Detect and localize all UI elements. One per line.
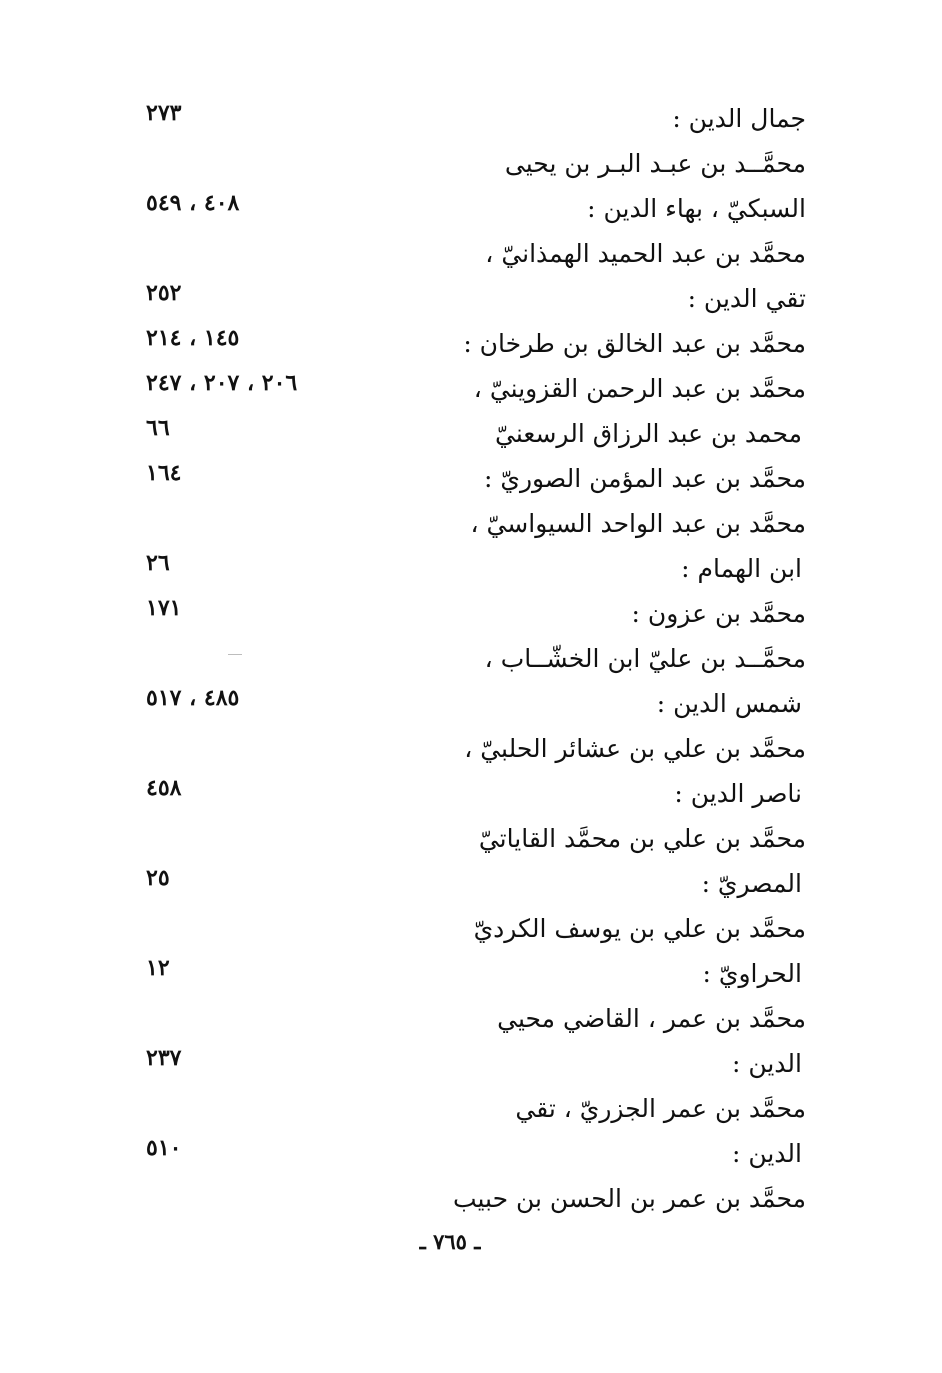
- entry-page-refs: ٢٥٢: [146, 280, 182, 306]
- entry-page-refs: ٢٠٦ ، ٢٠٧ ، ٢٤٧: [146, 370, 298, 396]
- index-entry: [0, 1086, 942, 1131]
- index-entry: [0, 861, 942, 906]
- index-entry: [0, 276, 942, 321]
- index-entry: [0, 906, 942, 951]
- index-entry-list: [0, 96, 942, 1221]
- index-entry: [0, 546, 942, 591]
- entry-name: المصريّ :: [701, 869, 802, 898]
- entry-page-refs: ٢٣٧: [146, 1045, 182, 1071]
- entry-name: تقي الدين :: [687, 284, 806, 313]
- entry-name: محمَّــد بن عليّ ابن الخشّــاب ،: [484, 644, 806, 673]
- entry-page-refs: ١٧١: [146, 595, 182, 621]
- entry-name: محمَّد بن علي بن يوسف الكرديّ: [473, 914, 806, 943]
- entry-name: محمَّد بن عبد الرحمن القزوينيّ ،: [473, 374, 806, 403]
- index-entry: [0, 96, 942, 141]
- index-entry: [0, 591, 942, 636]
- entry-name: محمَّد بن عمر الجزريّ ، تقي: [515, 1094, 806, 1123]
- entry-name: ناصر الدين :: [674, 779, 802, 808]
- index-entry: [0, 681, 942, 726]
- entry-name: محمَّد بن علي بن محمَّد القاياتيّ: [478, 824, 806, 853]
- entry-page-refs: ٦٦: [146, 415, 170, 441]
- entry-name: محمَّد بن عبد الحميد الهمذانيّ ،: [485, 239, 806, 268]
- entry-page-refs: ١٦٤: [146, 460, 182, 486]
- entry-page-refs: ٢٧٣: [146, 100, 182, 126]
- entry-name: محمَّد بن عبد الخالق بن طرخان :: [463, 329, 806, 358]
- index-entry: [0, 816, 942, 861]
- index-entry: [0, 1041, 942, 1086]
- entry-page-refs: ١٤٥ ، ٢١٤: [146, 325, 240, 351]
- index-entry: [0, 411, 942, 456]
- entry-name: محمَّد بن عمر بن الحسن بن حبيب: [452, 1184, 806, 1213]
- index-entry: [0, 456, 942, 501]
- entry-name: محمَّد بن عمر ، القاضي محيي: [497, 1004, 806, 1033]
- index-entry: [0, 771, 942, 816]
- index-entry: [0, 186, 942, 231]
- entry-page-refs: ٥١٠: [146, 1135, 182, 1161]
- entry-page-refs: ٤٠٨ ، ٥٤٩: [146, 190, 240, 216]
- index-entry: [0, 501, 942, 546]
- entry-name: السبكيّ ، بهاء الدين :: [587, 194, 806, 223]
- index-entry: [0, 951, 942, 996]
- index-entry: [0, 321, 942, 366]
- entry-name: محمَّد بن عبد المؤمن الصوريّ :: [484, 464, 806, 493]
- index-entry: [0, 726, 942, 771]
- entry-page-refs: ٢٦: [146, 550, 170, 576]
- entry-page-refs: ١٢: [146, 955, 170, 981]
- index-entry: [0, 1131, 942, 1176]
- entry-name: شمس الدين :: [656, 689, 802, 718]
- entry-name: محمَّــد بن عبـد البـر بن يحيى: [504, 149, 806, 178]
- entry-name: جمال الدين :: [672, 104, 806, 133]
- index-entry: [0, 1176, 942, 1221]
- entry-page-refs: ٤٨٥ ، ٥١٧: [146, 685, 240, 711]
- index-entry: [0, 636, 942, 681]
- entry-name: محمد بن عبد الرزاق الرسعنيّ: [495, 419, 802, 448]
- entry-name: محمَّد بن عزون :: [631, 599, 806, 628]
- index-entry: [0, 996, 942, 1041]
- entry-name: محمَّد بن علي بن عشائر الحلبيّ ،: [464, 734, 806, 763]
- entry-name: ابن الهمام :: [681, 554, 802, 583]
- index-entry: [0, 231, 942, 276]
- entry-page-refs: ٢٥: [146, 865, 170, 891]
- index-entry: [0, 141, 942, 186]
- entry-name: الدين :: [731, 1049, 802, 1078]
- entry-page-refs: ٤٥٨: [146, 775, 182, 801]
- page-number: ـ ٧٦٥ ـ: [419, 1229, 481, 1254]
- entry-name: الحراويّ :: [702, 959, 802, 988]
- entry-name: محمَّد بن عبد الواحد السيواسيّ ،: [470, 509, 806, 538]
- index-entry: [0, 366, 942, 411]
- entry-name: الدين :: [731, 1139, 802, 1168]
- scan-speck-mark: [228, 654, 242, 655]
